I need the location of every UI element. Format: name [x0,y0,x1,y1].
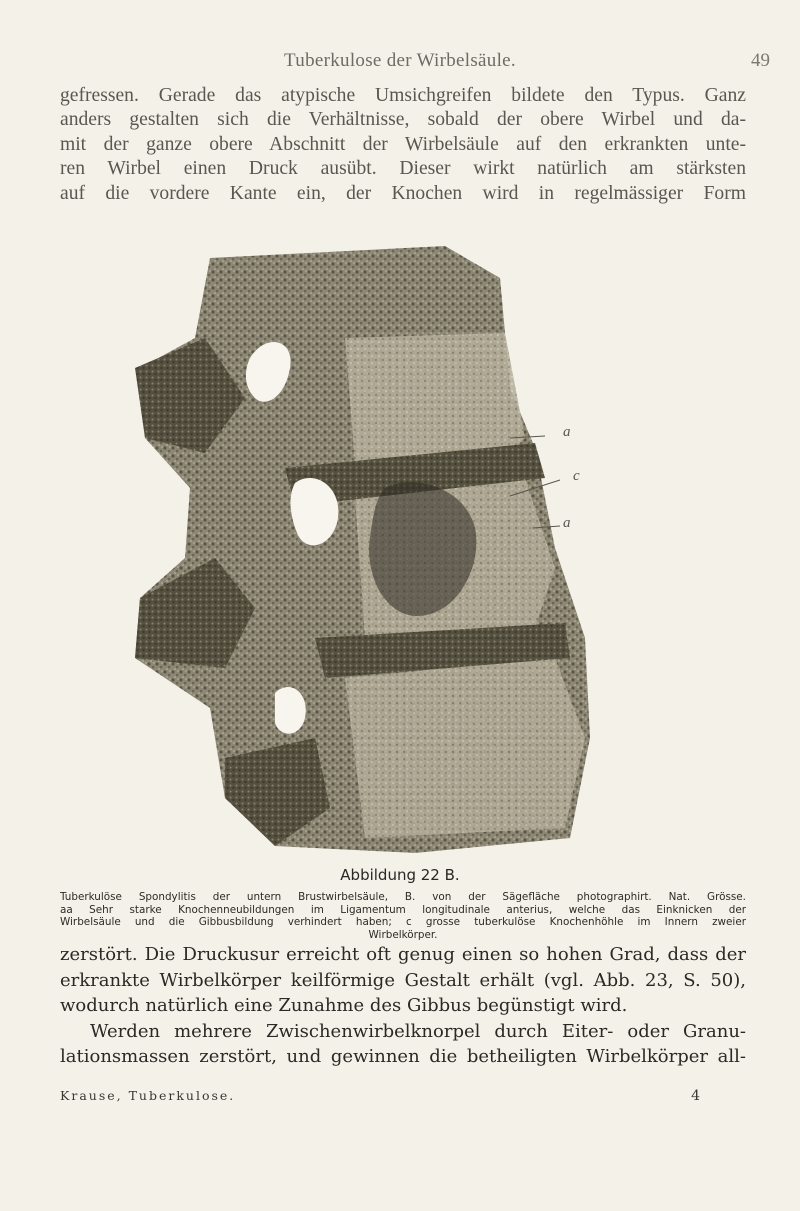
text-line: auf die vordere Kante ein, der Knochen wird in regelmässiger Form [60,182,746,204]
text-line: zerstört. Die Druckusur erreicht oft genug einen so hohen Grad, dass der [60,944,746,965]
running-title: Tuberkulose der Wirbelsäule. [284,50,516,71]
caption-line: Wirbelkörper. [368,928,438,941]
figure-caption [60,891,746,941]
body-text-top [60,84,746,206]
caption-line: Tuberkulöse Spondylitis der untern Brustwirbelsäule, B. von der Sägefläche photographirt. Nat. Grösse. [60,891,746,903]
text-line: erkrankte Wirbelkörper keilförmige Gestalt erhält (vgl. Abb. 23, S. 50), [60,969,746,991]
footer-author: Krause, Tuberkulose. [60,1088,236,1103]
caption-line: Wirbelsäule und die Gibbusbildung verhindert haben; c grosse tuberkulöse Knochenhöhle im Innern zweier [60,916,746,929]
figure-label-a: a [563,424,571,440]
footer [60,1088,740,1106]
text-line: ren Wirbel einen Druck ausübt. Dieser wirkt natürlich am stärksten [60,158,746,180]
running-head [0,50,800,74]
text-line: Werden mehrere Zwischenwirbelknorpel durch Eiter- oder Granu- [90,1020,746,1042]
text-line: gefressen. Gerade das atypische Umsichgreifen bildete den Typus. Ganz [60,85,746,106]
caption-line: aa Sehr starke Knochenneubildungen im Ligamentum longitudinale anterius, welche das Einknicken der [60,903,746,916]
figure-caption-title: Abbildung 22 B. [340,866,460,884]
vertebral-body-lower [345,658,585,838]
figure-label-c: c [573,468,580,484]
page-number: 49 [751,50,770,71]
figure-label-a: a [563,515,571,531]
text-line: anders gestalten sich die Verhältnisse, sobald der obere Wirbel und da- [60,109,746,131]
spine-photograph [115,238,615,858]
figure-spine-section [115,238,615,858]
body-text-bottom [60,942,746,1070]
text-line: wodurch natürlich eine Zunahme des Gibbus begünstigt wird. [60,995,628,1017]
signature-mark: 4 [691,1088,700,1104]
text-line: mit der ganze obere Abschnitt der Wirbelsäule auf den erkrankten unte- [60,133,746,155]
text-line: lationsmassen zerstört, und gewinnen die betheiligten Wirbelkörper all- [60,1046,746,1068]
